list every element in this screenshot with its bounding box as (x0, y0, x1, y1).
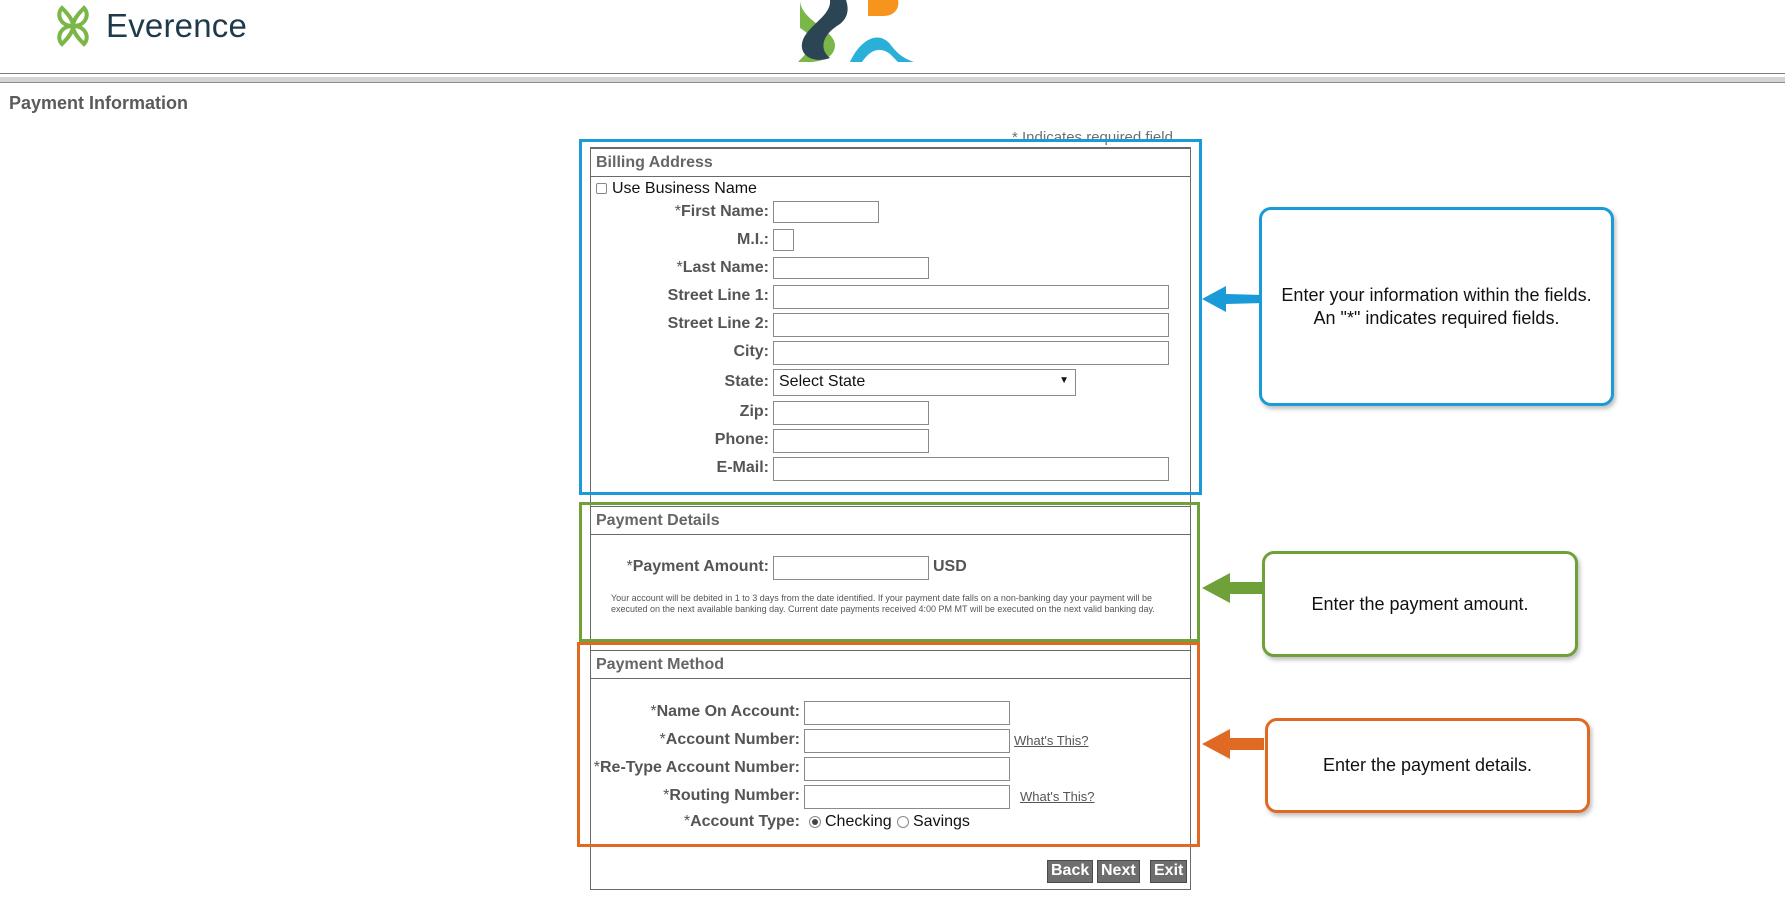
city-label: City: (733, 343, 769, 360)
currency-label: USD (933, 558, 967, 575)
dropdown-arrow-icon: ▼ (1059, 375, 1069, 386)
account-type-label: *Account Type: (683, 813, 800, 830)
method-arrow-icon (1200, 726, 1266, 762)
state-select-value: Select State (779, 373, 866, 390)
phone-label: Phone: (714, 431, 769, 448)
billing-highlight-box (579, 139, 1202, 495)
method-callout (1265, 718, 1590, 813)
retype-account-number-label: *Re-Type Account Number: (593, 759, 800, 776)
back-button[interactable]: Back (1047, 860, 1093, 883)
billing-callout-text: Enter your information within the fields. An "*" indicates required fields. (1281, 284, 1592, 328)
street-line-1-label: Street Line 1: (667, 287, 769, 304)
billing-callout (1259, 207, 1614, 406)
brand-logo[interactable] (50, 0, 247, 52)
payment-timing-note: Your account will be debited in 1 to 3 days from the date identified. If your payment date falls on a non-banking day your payment will be executed on the next available banking day. Current date payments received 4:00 PM MT will be executed on the next valid banking day. (611, 593, 1155, 614)
last-name-label: *Last Name: (676, 259, 769, 276)
header-bar (0, 77, 1785, 83)
mi-label: M.I.: (737, 231, 769, 248)
first-name-label: *First Name: (674, 203, 769, 220)
billing-address-heading: Billing Address (590, 148, 1191, 177)
payment-amount-label: *Payment Amount: (626, 558, 769, 575)
state-label: State: (724, 373, 769, 390)
email-label: E-Mail: (716, 459, 769, 476)
exit-button[interactable]: Exit (1150, 860, 1187, 883)
required-field-note: * Indicates required field (1012, 129, 1173, 146)
method-callout-text: Enter the payment details. (1322, 755, 1533, 775)
brand-name: Everence (106, 7, 248, 44)
amount-callout-text: Enter the payment amount. (1311, 593, 1529, 614)
checking-label: Checking (825, 813, 892, 830)
everence-leaf-icon (50, 2, 96, 50)
name-on-account-label: *Name On Account: (650, 703, 800, 720)
page-title: Payment Information (9, 93, 189, 113)
payment-details-highlight-box (579, 502, 1200, 642)
routing-number-label: *Routing Number: (663, 787, 800, 804)
account-number-whats-this-link[interactable]: What's This? (1014, 733, 1089, 748)
partner-logo-icon (790, 0, 930, 64)
payment-method-heading: Payment Method (590, 650, 1191, 679)
use-business-name-label: Use Business Name (612, 180, 757, 197)
payment-details-heading: Payment Details (590, 506, 1191, 535)
street-line-2-label: Street Line 2: (667, 315, 769, 332)
zip-label: Zip: (739, 403, 769, 420)
billing-arrow-icon (1200, 282, 1266, 316)
amount-arrow-icon (1200, 570, 1266, 606)
amount-callout (1262, 551, 1578, 657)
routing-number-whats-this-link[interactable]: What's This? (1020, 789, 1095, 804)
header-divider (0, 73, 1785, 74)
account-number-label: *Account Number: (659, 731, 800, 748)
savings-label: Savings (913, 813, 970, 830)
next-button[interactable]: Next (1097, 860, 1140, 883)
payment-method-highlight-box (577, 642, 1200, 847)
